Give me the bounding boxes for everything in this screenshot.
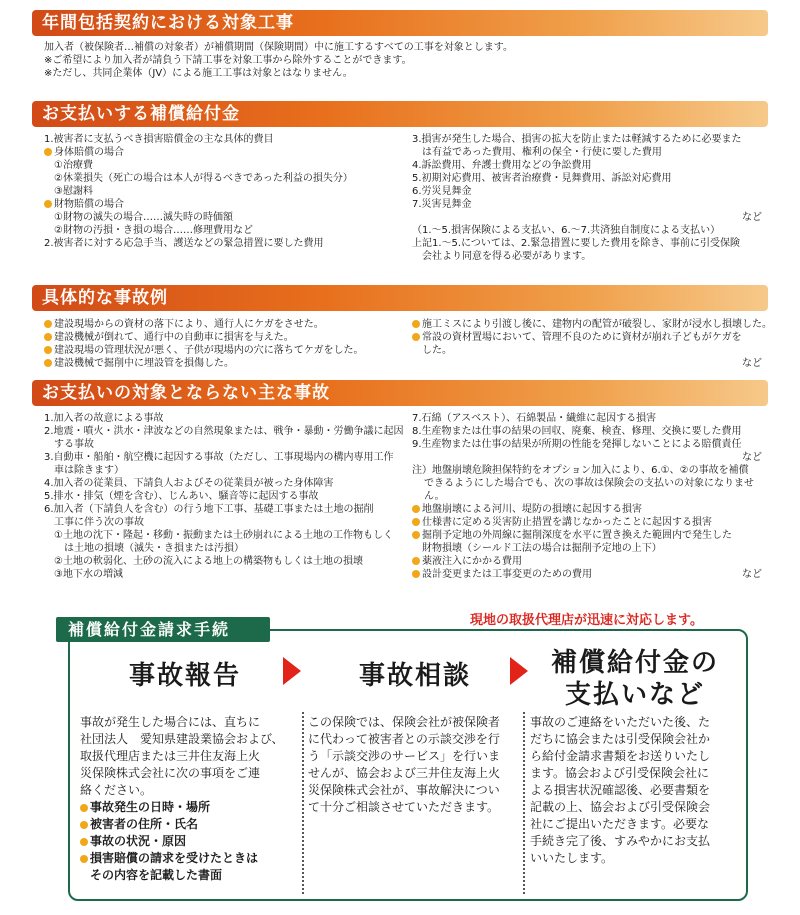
- text-line: 5.初期対応費用、被害者治療費・見舞費用、訴訟対応費用: [412, 173, 672, 184]
- text-line: 加入者（被保険者…補償の対象者）が補償期間（保険期間）中に施工するすべての工事を対象とします。: [44, 42, 513, 53]
- bullet-item: 薬液注入にかかる費用: [412, 555, 762, 568]
- text-line: 工事に伴う次の事故: [54, 517, 144, 528]
- text-line: 財物損壊（シールド工法の場合は掘削予定地の上下）: [422, 543, 662, 554]
- text-line: など: [742, 569, 762, 580]
- text-line: ②財物の汚損・き損の場合……修理費用など: [54, 225, 253, 236]
- bullet-item: 建設機械が倒れて、通行中の自動車に損害を与えた。: [44, 331, 404, 344]
- payment-text: [530, 714, 742, 867]
- text-line: 注）地盤崩壊危険担保特約をオプション加入により、6.①、②の事故を補償: [412, 465, 749, 476]
- text-line: する事故: [54, 439, 94, 450]
- text-line: ②休業損失（死亡の場合は本人が得るべきであった利益の損失分）: [54, 173, 353, 184]
- column-divider: [302, 712, 304, 894]
- benefits-left-column: [44, 133, 404, 250]
- bullet-item: 事故発生の日時・場所: [80, 799, 302, 816]
- text-line: 1.被害者に支払うべき損害賠償金の主な具体的費目: [44, 134, 274, 145]
- text-line: 3.損害が発生した場合、損害の拡大を防止または軽減するために必要また: [412, 134, 742, 145]
- text-line: （1.～5.損害保険による支払い、6.～7.共済独自制度による支払い）: [412, 225, 721, 236]
- text-line: 会社より同意を得る必要があります。: [422, 251, 592, 262]
- bullet-item: 被害者の住所・氏名: [80, 816, 302, 833]
- text-line: いいたします。: [530, 851, 614, 865]
- text-line: 3.自動車・船舶・航空機に起因する事故（ただし、工事現場内の構内専用工作: [44, 452, 394, 463]
- text-line: 6.加入者（下請負人を含む）の行う地下工事、基礎工事または土地の掘削: [44, 504, 374, 515]
- text-line: 4.訴訟費用、弁護士費用などの争訟費用: [412, 160, 592, 171]
- text-line: て十分ご相談させていただきます。: [308, 800, 500, 814]
- arrow-right-icon: [510, 657, 528, 685]
- text-line: は土地の損壊（滅失・き損または汚損）: [64, 543, 244, 554]
- text-line: その内容を記載した書面: [90, 868, 223, 882]
- section-title-accident-examples: 具体的な事故例: [32, 285, 768, 311]
- text-line: 1.加入者の故意による事故: [44, 413, 164, 424]
- text-line: ※ただし、共同企業体（JV）による施工工事は対象とはなりません。: [44, 68, 353, 79]
- bullet-item: 常設の資材置場において、管理不良のために資材が崩れ子どもがケガを: [412, 331, 762, 344]
- text-line: 7.石綿（アスベスト）、石綿製品・繊維に起因する損害: [412, 413, 657, 424]
- text-line: 4.加入者の従業員、下請負人およびその従業員が被った身体障害: [44, 478, 334, 489]
- text-line: した。: [422, 345, 452, 356]
- section-title-annual-contract: 年間包括契約における対象工事: [32, 10, 768, 36]
- agent-response-note: 現地の取扱代理店が迅速に対応します。: [470, 613, 703, 628]
- annual-contract-text: [44, 41, 764, 80]
- section-title-benefits: お支払いする補償給付金: [32, 101, 768, 127]
- text-line: 記載の上、協会および引受保険会: [530, 800, 711, 814]
- text-line: など: [742, 452, 762, 463]
- text-line: など: [742, 358, 762, 369]
- text-line: 事故が発生した場合には、直ちに: [80, 715, 261, 729]
- text-line: 2.被害者に対する応急手当、護送などの緊急措置に要した費用: [44, 238, 324, 249]
- text-line: に代わって被害者との示談交渉を行: [308, 732, 500, 746]
- step-accident-report: [100, 655, 270, 691]
- bullet-item: 設計変更または工事変更のための費用: [412, 568, 592, 581]
- text-line: 絡ください。: [80, 783, 153, 797]
- bullet-heading: 身体賠償の場合: [44, 146, 404, 159]
- text-line: ③慰謝料: [54, 186, 93, 197]
- arrow-right-icon: [283, 657, 301, 685]
- text-line: 社団法人 愛知県建設業協会および、: [80, 732, 284, 746]
- text-line: できるようにした場合でも、次の事故は保険会の支払いの対象になりませ: [424, 478, 754, 489]
- text-line: 災保険株式会社に次の事項をご連: [80, 766, 261, 780]
- text-line: は有益であった費用、権利の保全・行使に要した費用: [422, 147, 662, 158]
- bullet-item: 事故の状況・原因: [80, 833, 302, 850]
- text-line: ①治療費: [54, 160, 93, 171]
- text-line: 6.労災見舞金: [412, 186, 472, 197]
- text-line: ③地下水の増減: [54, 569, 123, 580]
- examples-right-column: [412, 318, 772, 370]
- step-heading: 補償給付金の: [550, 648, 719, 678]
- bullet-item: 地盤崩壊による河川、堤防の損壊に起因する損害: [412, 503, 762, 516]
- accident-consult-text: [308, 714, 520, 816]
- bullet-heading: 財物賠償の場合: [44, 198, 404, 211]
- text-line: ※ご希望により加入者が請負う下請工事を対象工事から除外することができます。: [44, 55, 412, 66]
- bullet-item: 仕様書に定める災害防止措置を講じなかったことに起因する損害: [412, 516, 762, 529]
- text-line: う「示談交渉のサービス」を行いま: [308, 749, 501, 763]
- text-line: 上記1.～5.については、2.緊急措置に要した費用を除き、事前に引受保険: [412, 238, 741, 249]
- bullet-item: 施工ミスにより引渡し後に、建物内の配管が破裂し、家財が浸水し損壊した。: [412, 318, 762, 331]
- bullet-item: 建設現場の管理状況が悪く、子供が現場内の穴に落ちてケガをした。: [44, 344, 404, 357]
- exclusions-left-column: [44, 412, 404, 581]
- text-line: ①土地の沈下・隆起・移動・振動または土砂崩れによる土地の工作物もしく: [54, 530, 393, 541]
- text-line: 8.生産物または仕事の結果の回収、廃棄、検査、修理、交換に要した費用: [412, 426, 742, 437]
- step-heading: 事故相談: [358, 661, 471, 691]
- claim-procedure-title: 補償給付金請求手続: [56, 617, 270, 642]
- text-line: など: [742, 212, 762, 223]
- step-heading: 支払いなど: [564, 680, 705, 710]
- text-line: だちに協会または引受保険会社か: [530, 732, 711, 746]
- column-divider: [523, 712, 525, 894]
- text-line: 社にご提出いただきます。必要な: [530, 817, 710, 831]
- examples-left-column: [44, 318, 404, 370]
- step-accident-consult: [330, 655, 500, 691]
- bullet-item: 建設機械で掘削中に埋設管を損傷した。: [44, 357, 404, 370]
- accident-report-text: [80, 714, 302, 884]
- bullet-item: 建設現場からの資材の落下により、通行人にケガをさせた。: [44, 318, 404, 331]
- text-line: 災保険株式会社が、事故解決につい: [308, 783, 500, 797]
- text-line: 事故のご連絡をいただいた後、た: [530, 715, 711, 729]
- text-line: せんが、協会および三井住友海上火: [308, 766, 501, 780]
- text-line: 7.災害見舞金: [412, 199, 472, 210]
- bullet-item: 掘削予定地の外周線に掘削深度を水平に置き換えた範囲内で発生した: [412, 529, 762, 542]
- section-title-exclusions: お支払いの対象とならない主な事故: [32, 380, 768, 406]
- text-line: よる損害状況確認後、必要書類を: [530, 783, 711, 797]
- step-benefit-payment: [530, 642, 740, 710]
- text-line: 5.排水・排気（煙を含む）、じんあい、騒音等に起因する事故: [44, 491, 319, 502]
- exclusions-right-column: [412, 412, 762, 581]
- text-line: ②土地の軟弱化、土砂の流入による地上の構築物もしくは土地の損壊: [54, 556, 363, 567]
- text-line: 車は除きます）: [54, 465, 124, 476]
- benefits-right-column: [412, 133, 762, 263]
- text-line: ①財物の滅失の場合……滅失時の時価額: [54, 212, 233, 223]
- text-line: この保険では、保険会社が被保険者: [308, 715, 501, 729]
- text-line: ます。協会および引受保険会社に: [530, 766, 710, 780]
- step-heading: 事故報告: [128, 661, 241, 691]
- text-line: 取扱代理店または三井住友海上火: [80, 749, 261, 763]
- bullet-item: 損害賠償の請求を受けたときは: [80, 850, 302, 867]
- text-line: 手続き完了後、すみやかにお支払: [530, 834, 711, 848]
- text-line: ん。: [424, 491, 445, 502]
- text-line: 9.生産物または仕事の結果が所期の性能を発揮しないことによる賠償責任: [412, 439, 742, 450]
- text-line: ら給付金請求書類をお送りいたし: [530, 749, 711, 763]
- text-line: 2.地震・噴火・洪水・津波などの自然現象または、戦争・暴動・労働争議に起因: [44, 426, 404, 437]
